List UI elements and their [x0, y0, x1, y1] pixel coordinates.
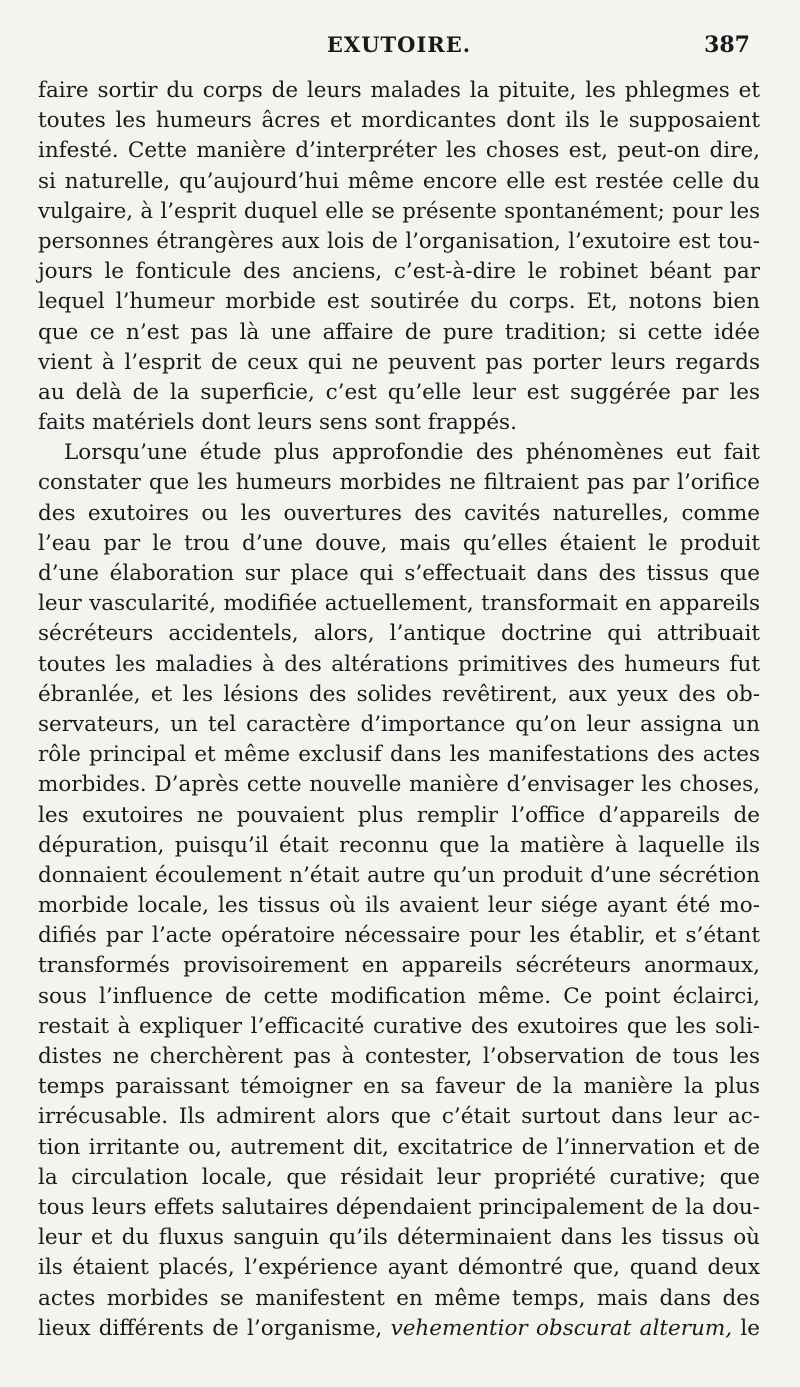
text-line: servateurs, un tel caractère d’importance qu’on leur assigna un [38, 711, 760, 737]
text-line: temps paraissant témoigner en sa faveur de la manière la plus [38, 1074, 760, 1100]
text-line: rôle principal et même exclusif dans les manifestations des actes [38, 742, 760, 768]
text-line: distes ne cherchèrent pas à contester, l’observation de tous les [38, 1044, 760, 1069]
text-line: toutes les humeurs âcres et mordicantes dont ils le supposaient [38, 108, 760, 134]
text-line: jours le fonticule des anciens, c’est-à-dire le robinet béant par [38, 259, 760, 285]
text-line: transformés provisoirement en appareils sécréteurs anormaux, [38, 953, 760, 979]
paragraph-start-line: Lorsqu’une étude plus approfondie des phénomènes eut fait [64, 440, 760, 466]
text-line: constater que les humeurs morbides ne filtraient pas par l’orifice [38, 470, 760, 496]
final-line [38, 1314, 760, 1344]
text-line: donnaient écoulement n’était autre qu’un produit d’une sécrétion [38, 862, 760, 888]
text-line: au delà de la superficie, c’est qu’elle leur est suggérée par les [38, 379, 760, 405]
text-line: leur vascularité, modifiée actuellement, transformait en appareils [38, 591, 760, 617]
text-line: sous l’influence de cette modification même. Ce point éclairci, [38, 983, 760, 1009]
text-line: ébranlée, et les lésions des solides revêtirent, aux yeux des ob- [38, 681, 760, 707]
text-line: irrécusable. Ils admirent alors que c’était surtout dans leur ac- [38, 1104, 760, 1130]
text-line: la circulation locale, que résidait leur propriété curative; que [38, 1164, 760, 1190]
text-line: si naturelle, qu’aujourd’hui même encore elle est restée celle du [38, 168, 760, 194]
page-title: EXUTOIRE. [326, 32, 472, 57]
text-line: sécréteurs accidentels, alors, l’antique doctrine qui attribuait [38, 621, 760, 647]
body-text [38, 76, 760, 1344]
text-line: l’eau par le trou d’une douve, mais qu’elles étaient le produit [38, 530, 760, 556]
text-line: d’une élaboration sur place qui s’effectuait dans des tissus que [38, 561, 760, 586]
text-line: faire sortir du corps de leurs malades la pituite, les phlegmes et [38, 78, 760, 103]
text-line: tion irritante ou, autrement dit, excitatrice de l’innervation et de [38, 1134, 760, 1160]
final-line-roman: lieux différents de l’organisme, [38, 1315, 391, 1341]
text-line: morbides. D’après cette nouvelle manière d’envisager les choses, [38, 772, 760, 798]
text-line: les exutoires ne pouvaient plus remplir l’office d’appareils de [38, 802, 760, 828]
text-line: leur et du fluxus sanguin qu’ils déterminaient dans les tissus où [38, 1225, 760, 1251]
text-line: actes morbides se manifestent en même temps, mais dans des [38, 1285, 760, 1311]
text-line: que ce n’est pas là une affaire de pure tradition; si cette idée [38, 319, 760, 345]
text-line: morbide locale, les tissus où ils avaient leur siége ayant été mo- [38, 893, 760, 919]
text-line: ils étaient placés, l’expérience ayant démontré que, quand deux [38, 1255, 760, 1281]
text-line: des exutoires ou les ouvertures des cavités naturelles, comme [38, 500, 760, 526]
text-line: personnes étrangères aux lois de l’organisation, l’exutoire est tou- [38, 228, 760, 254]
text-line: vulgaire, à l’esprit duquel elle se présente spontanément; pour les [38, 198, 760, 224]
text-line: vient à l’esprit de ceux qui ne peuvent pas porter leurs regards [38, 349, 760, 375]
latin-quotation: vehementior obscurat alterum, [390, 1315, 733, 1341]
text-line: restait à expliquer l’efficacité curative des exutoires que les soli- [38, 1013, 760, 1039]
text-line: dépuration, puisqu’il était reconnu que la matière à laquelle ils [38, 832, 760, 858]
text-line: tous leurs effets salutaires dépendaient principalement de la dou- [38, 1194, 760, 1220]
page-number: 387 [704, 32, 750, 58]
text-line: infesté. Cette manière d’interpréter les choses est, peut-on dire, [38, 138, 760, 164]
text-line: lequel l’humeur morbide est soutirée du corps. Et, notons bien [38, 289, 760, 315]
text-line: difiés par l’acte opératoire nécessaire pour les établir, et s’étant [38, 923, 760, 949]
text-line: toutes les maladies à des altérations primitives des humeurs fut [38, 651, 760, 677]
final-line-end: le [732, 1315, 761, 1341]
running-header [38, 30, 760, 66]
paragraph-end-line: faits matériels dont leurs sens sont frappés. [38, 410, 517, 436]
